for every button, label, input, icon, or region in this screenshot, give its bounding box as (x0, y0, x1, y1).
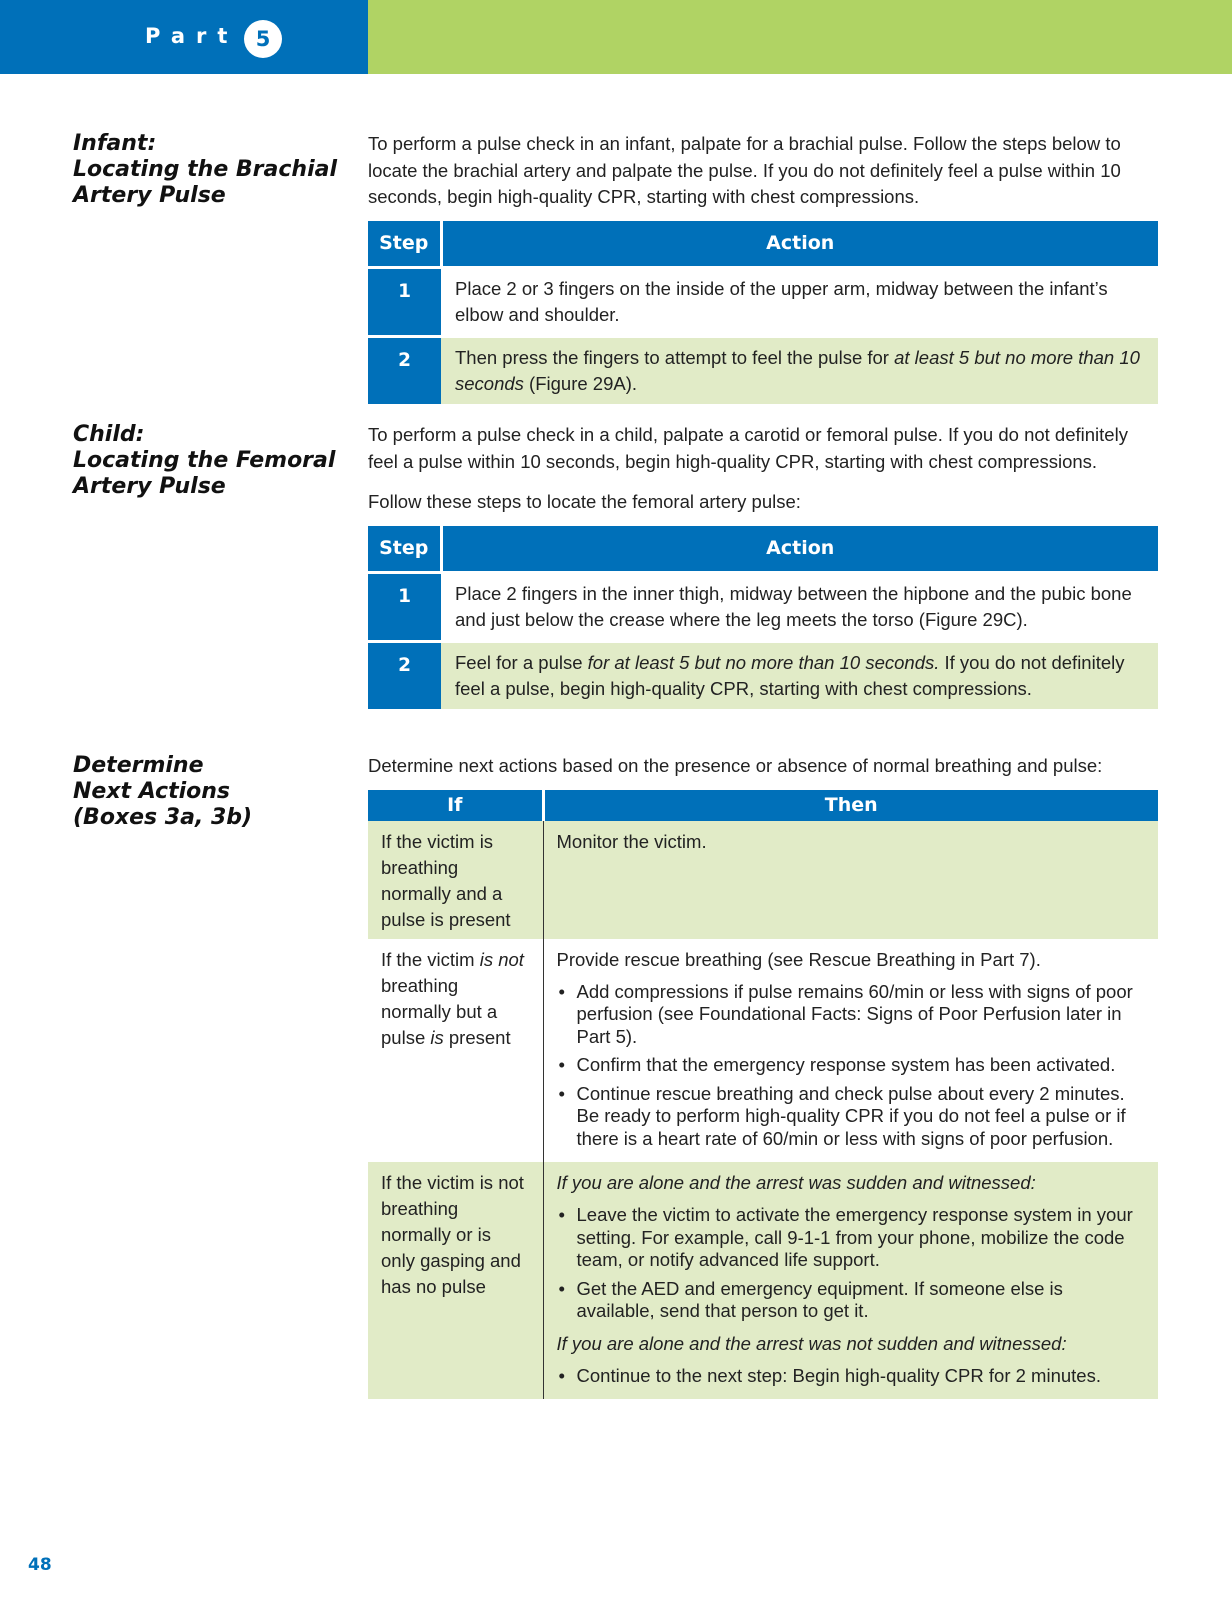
bullet-item: • Get the AED and emergency equipment. If someone else is available, send that person to get it. (557, 1278, 1146, 1323)
steps-table (368, 221, 1158, 405)
step-number: 1 (368, 268, 441, 337)
col-if: If (368, 790, 543, 821)
col-step: Step (368, 221, 441, 268)
section-heading (73, 753, 363, 831)
page-number: 48 (28, 1555, 52, 1575)
text: If the victim (381, 948, 480, 970)
intro-text: To perform a pulse check in an infant, palpate for a brachial pulse. Follow the steps below to locate the brachial artery and palpate the pulse. If you do not definitely feel a pulse within 10 seconds, begin high-quality CPR, starting with chest compressions. (368, 133, 1121, 207)
action-text: Feel for a pulse (455, 652, 588, 673)
step-action (441, 268, 1158, 337)
heading-line: Locating the Femoral (73, 448, 336, 473)
part-number-badge: 5 (244, 20, 282, 58)
if-cell (368, 939, 543, 1163)
bullet-item: • Add compressions if pulse remains 60/min or less with signs of poor perfusion (see Foundational Facts: Signs of Poor Perfusion later in Part 5). (557, 981, 1146, 1049)
step-action (441, 642, 1158, 710)
table-row (368, 642, 1158, 710)
bullet-list (557, 1204, 1146, 1323)
step-number: 2 (368, 337, 441, 405)
page-header (0, 0, 1232, 74)
emphasis: is (430, 1026, 444, 1048)
then-cell (543, 1162, 1158, 1399)
condition-heading: If you are alone and the arrest was sudden and witnessed: (556, 1172, 1036, 1193)
table-row (368, 337, 1158, 405)
intro-text: Determine next actions based on the presence or absence of normal breathing and pulse: (368, 755, 1103, 776)
intro-text-2: Follow these steps to locate the femoral artery pulse: (368, 491, 801, 512)
condition-heading: If you are alone and the arrest was not sudden and witnessed: (556, 1332, 1067, 1354)
heading-line: Child: (73, 422, 145, 447)
heading-line: Determine (73, 753, 204, 778)
action-text: Then press the fingers to attempt to feel the pulse for (455, 347, 895, 368)
table-row (368, 573, 1158, 642)
col-action: Action (441, 526, 1158, 573)
bullet-list (557, 1365, 1146, 1388)
table-row (368, 268, 1158, 337)
heading-line: Artery Pulse (73, 474, 226, 499)
section-heading (73, 422, 363, 500)
action-emphasis: for at least 5 but no more than 10 seconds. (587, 652, 940, 673)
heading-line: Locating the Brachial (73, 157, 337, 182)
heading-line: (Boxes 3a, 3b) (73, 805, 253, 830)
emphasis: not (498, 948, 524, 970)
part-label: Part (145, 24, 239, 48)
step-number: 1 (368, 573, 441, 642)
step-action (441, 337, 1158, 405)
bullet-item: • Leave the victim to activate the emergency response system in your setting. For example, call 9-1-1 from your phone, mobilize the code team, or notify advanced life support. (557, 1204, 1146, 1272)
then-text: Provide rescue breathing (see Rescue Breathing in Part 7). (556, 948, 1041, 970)
part-banner (0, 0, 368, 74)
then-cell: Monitor the victim. (543, 821, 1158, 939)
text: present (443, 1026, 511, 1048)
if-then-table (368, 790, 1158, 1400)
emphasis: is (479, 948, 494, 970)
then-cell (543, 939, 1158, 1163)
section-heading (73, 131, 363, 209)
heading-line: Artery Pulse (73, 183, 226, 208)
action-text: Place 2 or 3 fingers on the inside of the upper arm, midway between the infant’s elbow and shoulder. (455, 278, 1108, 325)
heading-line: Next Actions (73, 779, 231, 804)
bullet-item: • Continue rescue breathing and check pulse about every 2 minutes. Be ready to perform high-quality CPR if you do not feel a pulse or if there is a heart rate of 60/min or less with signs of poor perfusion. (557, 1083, 1146, 1151)
heading-line: Infant: (73, 131, 157, 156)
steps-table (368, 526, 1158, 710)
if-cell: If the victim is not breathing normally or is only gasping and has no pulse (368, 1162, 543, 1399)
bullet-list (557, 981, 1146, 1151)
section-body (368, 422, 1158, 709)
step-number: 2 (368, 642, 441, 710)
col-then: Then (543, 790, 1158, 821)
action-emphasis: at least 5 but no more than 10 seconds (455, 347, 1140, 394)
action-text: Place 2 fingers in the inner thigh, midway between the hipbone and the pubic bone and just below the crease where the leg meets the torso (Figure 29C). (455, 583, 1132, 630)
section-body (368, 753, 1158, 1399)
bullet-item: • Continue to the next step: Begin high-quality CPR for 2 minutes. (557, 1365, 1146, 1388)
step-action (441, 573, 1158, 642)
text: breathing normally but a pulse (381, 974, 498, 1048)
action-text: (Figure 29A). (523, 373, 638, 394)
bullet-item: • Confirm that the emergency response system has been activated. (557, 1054, 1146, 1077)
intro-text: To perform a pulse check in a child, palpate a carotid or femoral pulse. If you do not definitely feel a pulse within 10 seconds, begin high-quality CPR, starting with chest compressions. (368, 424, 1128, 472)
table-row (368, 939, 1158, 1163)
section-body (368, 131, 1158, 404)
col-action: Action (441, 221, 1158, 268)
table-row (368, 1162, 1158, 1399)
table-row (368, 821, 1158, 939)
action-text: If you do not definitely feel a pulse, begin high-quality CPR, starting with chest compressions. (455, 652, 1125, 699)
if-cell: If the victim is breathing normally and a pulse is present (368, 821, 543, 939)
col-step: Step (368, 526, 441, 573)
